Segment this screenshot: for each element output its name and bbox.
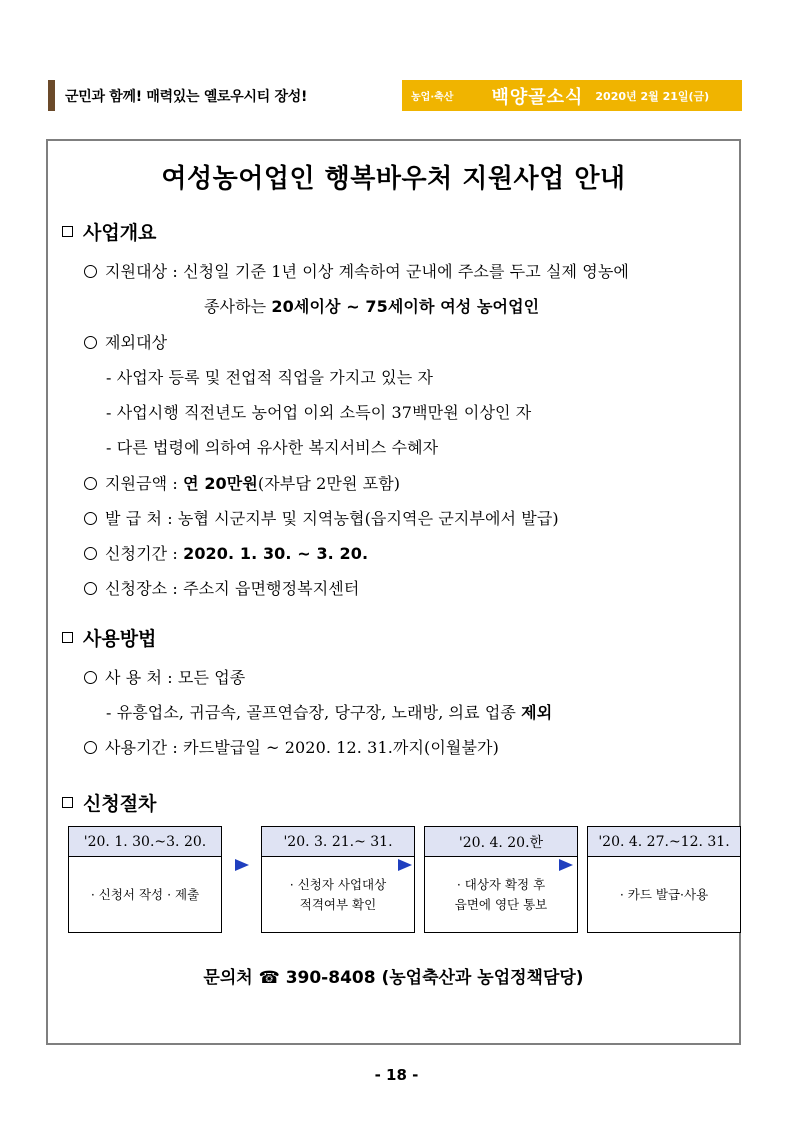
circle-bullet-icon bbox=[84, 582, 97, 595]
value: 카드발급일 ~ 2020. 12. 31.까지(이월불가) bbox=[183, 738, 499, 757]
page-title: 여성농어업인 행복바우처 지원사업 안내 bbox=[161, 164, 626, 194]
header-newsletter-name: 백양골소식 bbox=[491, 86, 584, 108]
value: 종사하는 bbox=[204, 297, 272, 316]
value: 신청일 기준 1년 이상 계속하여 군내에 주소를 두고 실제 영농에 bbox=[183, 262, 629, 281]
highlight: 연 20만원 bbox=[183, 474, 258, 493]
excluded-item: - 사업자 등록 및 전업적 직업을 가지고 있는 자 bbox=[106, 368, 434, 387]
checkbox-square-icon bbox=[62, 797, 73, 808]
arrow-right-icon bbox=[235, 859, 249, 871]
step-date: '20. 4. 20.한 bbox=[425, 827, 577, 857]
step-date: '20. 4. 27.~12. 31. bbox=[588, 827, 740, 857]
section-heading-usage bbox=[62, 624, 156, 651]
content-frame bbox=[46, 139, 741, 1045]
overview-place bbox=[84, 576, 359, 599]
label: 신청장소 : bbox=[105, 579, 184, 598]
label: 사용기간 : bbox=[105, 738, 184, 757]
section-heading-overview bbox=[62, 218, 156, 245]
step-date: '20. 1. 30.~3. 20. bbox=[69, 827, 221, 857]
label: 지원대상 : bbox=[105, 262, 184, 281]
highlight: 20세이상 ~ 75세이하 여성 농어업인 bbox=[271, 297, 540, 316]
usage-except bbox=[106, 700, 552, 723]
value: 주소지 읍면행정복지센터 bbox=[183, 579, 360, 598]
highlight: 제외 bbox=[521, 703, 553, 722]
arrow-right-icon bbox=[559, 859, 573, 871]
label: 지원금액 : bbox=[105, 474, 184, 493]
step-description: · 신청자 사업대상 적격여부 확인 bbox=[289, 876, 387, 912]
circle-bullet-icon bbox=[84, 336, 97, 349]
contact-info: 문의처 ☎ 390-8408 (농업축산과 농업정책담당) bbox=[203, 968, 584, 988]
usage-where bbox=[84, 665, 245, 688]
overview-issuer bbox=[84, 506, 559, 529]
step-description: · 신청서 작성 · 제출 bbox=[90, 886, 200, 902]
header-slogan: 군민과 함께! 매력있는 옐로우시티 장성! bbox=[65, 89, 308, 105]
circle-bullet-icon bbox=[84, 477, 97, 490]
section-heading-text: 신청절차 bbox=[83, 793, 157, 815]
overview-target-cont bbox=[204, 294, 539, 317]
overview-excluded bbox=[84, 330, 167, 353]
step-date: '20. 3. 21.~ 31. bbox=[262, 827, 414, 857]
value: - 유흥업소, 귀금속, 골프연습장, 당구장, 노래방, 의료 업종 bbox=[106, 703, 522, 722]
circle-bullet-icon bbox=[84, 671, 97, 684]
circle-bullet-icon bbox=[84, 512, 97, 525]
highlight: 2020. 1. 30. ~ 3. 20. bbox=[183, 544, 369, 563]
header-accent-bar bbox=[48, 80, 55, 111]
procedure-step-1 bbox=[68, 826, 222, 933]
circle-bullet-icon bbox=[84, 547, 97, 560]
arrow-right-icon bbox=[398, 859, 412, 871]
label: 신청기간 : bbox=[105, 544, 184, 563]
circle-bullet-icon bbox=[84, 265, 97, 278]
section-heading-text: 사용방법 bbox=[83, 628, 157, 650]
section-heading-procedure bbox=[62, 789, 156, 816]
circle-bullet-icon bbox=[84, 741, 97, 754]
checkbox-square-icon bbox=[62, 226, 73, 237]
excluded-item: - 다른 법령에 의하여 유사한 복지서비스 수혜자 bbox=[106, 438, 439, 457]
overview-amount bbox=[84, 471, 400, 494]
header-newsletter-box bbox=[402, 80, 742, 111]
usage-period bbox=[84, 735, 499, 758]
label: 제외대상 bbox=[105, 333, 168, 352]
label: 발 급 처 : bbox=[105, 509, 178, 528]
overview-period bbox=[84, 541, 368, 564]
label: 사 용 처 : bbox=[105, 668, 178, 687]
excluded-item: - 사업시행 직전년도 농어업 이외 소득이 37백만원 이상인 자 bbox=[106, 403, 532, 422]
section-heading-text: 사업개요 bbox=[83, 222, 157, 244]
checkbox-square-icon bbox=[62, 632, 73, 643]
header-category: 농업·축산 bbox=[411, 92, 454, 103]
value: (자부담 2만원 포함) bbox=[257, 474, 401, 493]
procedure-step-4 bbox=[587, 826, 741, 933]
page-number: - 18 - bbox=[374, 1066, 419, 1084]
procedure-step-2 bbox=[261, 826, 415, 933]
overview-target bbox=[84, 259, 629, 282]
header-date: 2020년 2월 21일(금) bbox=[595, 89, 710, 103]
step-description: · 대상자 확정 후 읍면에 영단 통보 bbox=[454, 876, 548, 912]
step-description: · 카드 발급·사용 bbox=[619, 886, 709, 902]
procedure-step-3 bbox=[424, 826, 578, 933]
value: 모든 업종 bbox=[177, 668, 246, 687]
value: 농협 시군지부 및 지역농협(읍지역은 군지부에서 발급) bbox=[177, 509, 559, 528]
